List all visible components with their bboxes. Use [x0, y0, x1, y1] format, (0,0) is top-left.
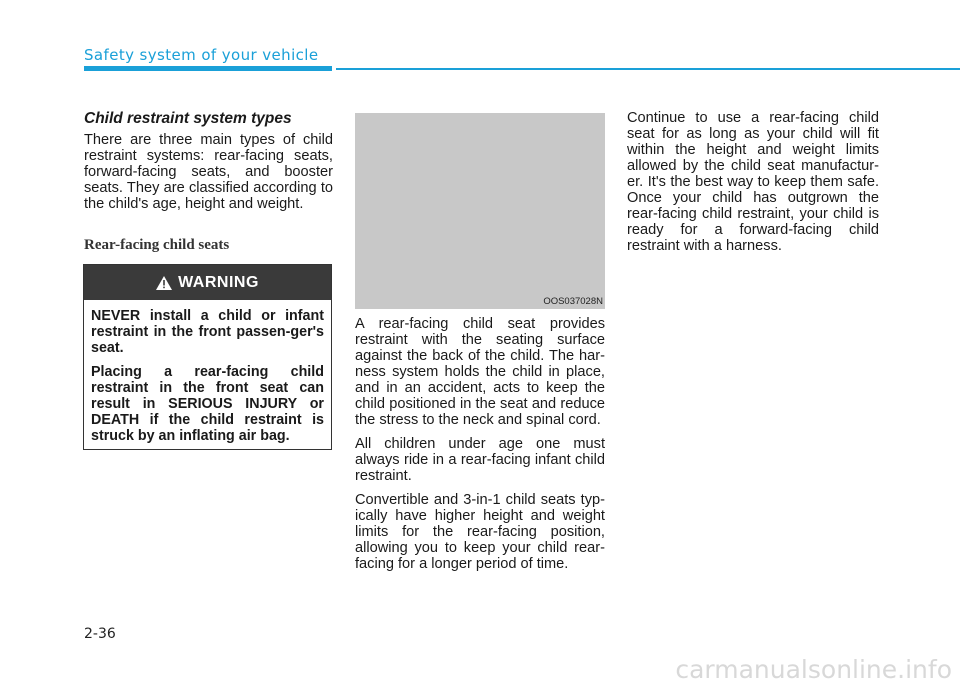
illustration-placeholder — [355, 113, 605, 309]
right-column — [627, 110, 879, 262]
middle-column — [355, 316, 605, 580]
figure-code: OOS037028N — [543, 296, 603, 307]
intro-paragraph — [84, 132, 333, 220]
warning-body — [84, 300, 331, 444]
page-number: 2-36 — [84, 626, 116, 642]
body-paragraph: Continue to use a rear-facing child seat for as long as your child will fit within the height and weight limits allowed by the child seat manufactur-er. It's the best way to keep them safe. Once your child has outgrown the rear-facing child restraint, your child is ready for a forward-facing child restraint with a harness. — [627, 110, 879, 254]
warning-triangle-icon — [156, 276, 172, 290]
section-header-title: Safety system of your vehicle — [84, 46, 319, 64]
header-rule-thick — [84, 66, 332, 71]
body-paragraph: A rear-facing child seat provides restraint with the seating surface against the back of the child. The har-ness system holds the child in place, and in an accident, acts to keep the child positioned in the seat and reduce the stress to the neck and spinal cord. — [355, 316, 605, 428]
warning-paragraph: NEVER install a child or infant restraint in the front passen-ger's seat. — [91, 308, 324, 356]
warning-header — [84, 265, 331, 300]
warning-paragraph: Placing a rear-facing child restraint in the front seat can result in SERIOUS INJURY or DEATH if the child restraint is struck by an inflating air bag. — [91, 364, 324, 444]
subsection-heading: Rear-facing child seats — [84, 237, 230, 253]
body-paragraph: All children under age one must always ride in a rear-facing infant child restraint. — [355, 436, 605, 484]
header-rule-thin — [336, 68, 960, 70]
warning-box — [83, 264, 332, 450]
watermark: carmanualsonline.info — [675, 655, 952, 684]
section-heading: Child restraint system types — [84, 110, 292, 127]
body-paragraph: Convertible and 3-in-1 child seats typ-ically have higher height and weight limits for the rear-facing position, allowing you to keep your child rear-facing for a longer period of time. — [355, 492, 605, 572]
intro-text: There are three main types of child restraint systems: rear-facing seats, forward-facing seats, and booster seats. They are classified according to the child's age, height and weight. — [84, 132, 333, 212]
warning-label: WARNING — [178, 273, 259, 291]
